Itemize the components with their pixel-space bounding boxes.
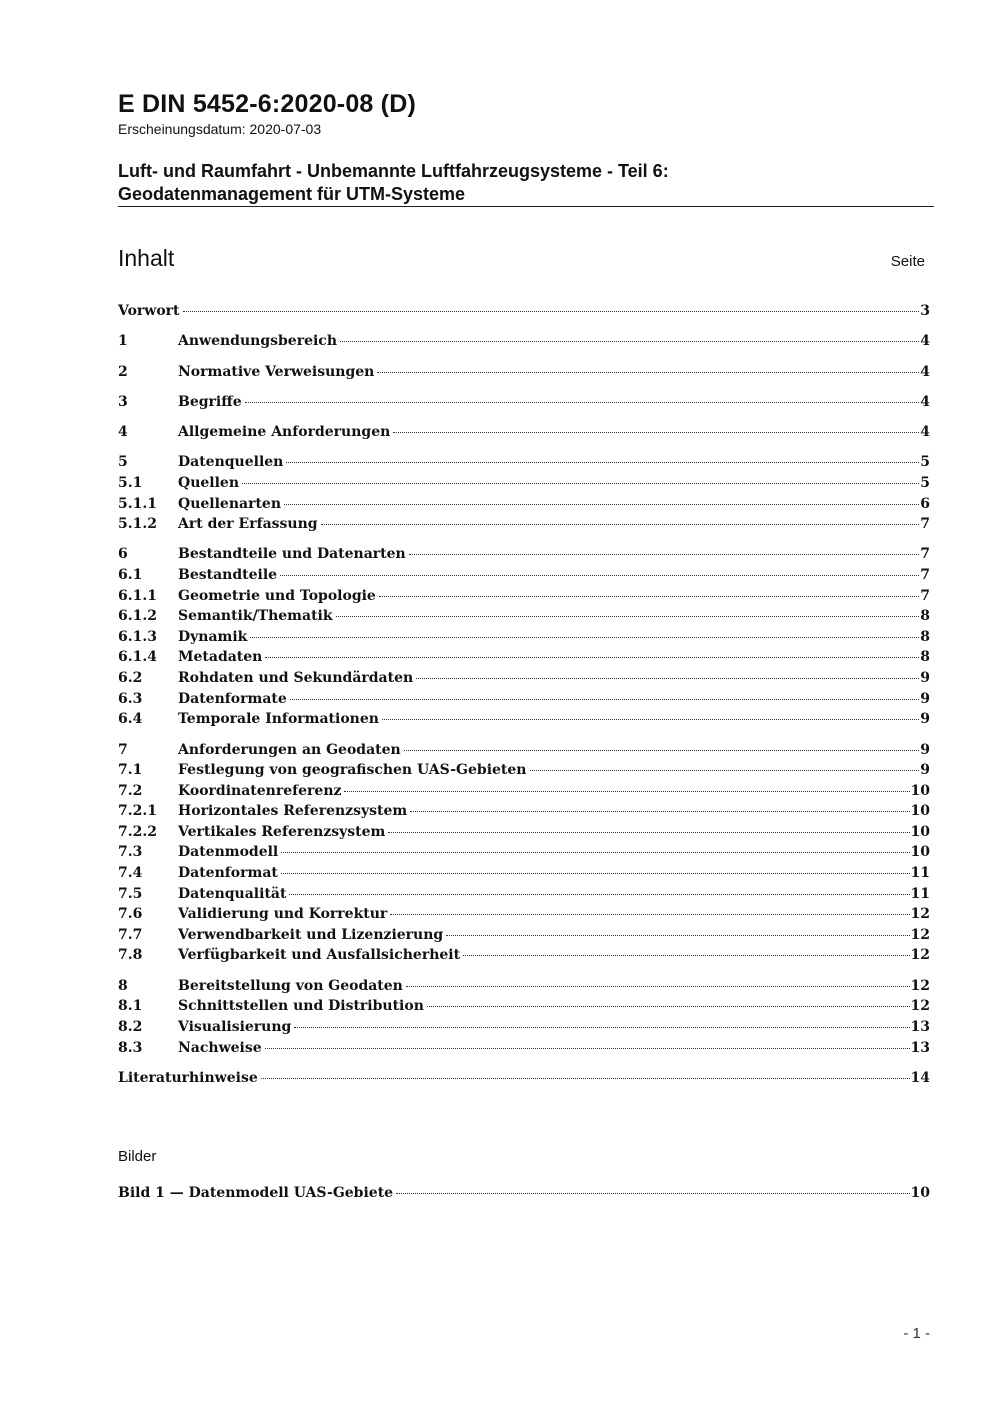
toc-entry-number: 6.4 [118, 711, 143, 728]
toc-dot-leader [382, 719, 919, 720]
figures-heading: Bilder [118, 1148, 157, 1165]
toc-entry[interactable] [118, 608, 930, 629]
toc-entry-label: Allgemeine Anforderungen [178, 424, 391, 441]
toc-entry-page: 11 [910, 865, 930, 882]
toc-entry-label: Metadaten [178, 649, 263, 666]
toc-dot-leader [321, 524, 920, 525]
toc-entry-label: Koordinatenreferenz [178, 782, 342, 799]
toc-entry-page: 12 [910, 998, 930, 1015]
toc-dot-leader [379, 596, 919, 597]
toc-entry[interactable] [118, 424, 930, 445]
toc-entry[interactable] [118, 303, 930, 324]
toc-entry[interactable] [118, 649, 930, 670]
toc-entry-number: 6 [118, 546, 128, 563]
toc-dot-leader [340, 341, 919, 342]
toc-entry-number: 6.1 [118, 567, 143, 584]
toc-entry[interactable] [118, 364, 930, 385]
toc-entry-page: 8 [920, 608, 930, 625]
toc-entry[interactable] [118, 567, 930, 588]
toc-entry-number: 5.1.2 [118, 516, 157, 533]
toc-dot-leader [265, 657, 919, 658]
toc-dot-leader [265, 1048, 910, 1049]
toc-entry[interactable] [118, 516, 930, 537]
toc-entry-page: 10 [910, 1185, 930, 1201]
toc-entry-label: Validierung und Korrektur [178, 906, 388, 923]
toc-entry-number: 8.2 [118, 1018, 143, 1035]
toc-entry-page: 10 [910, 803, 930, 820]
toc-entry-number: 6.3 [118, 690, 143, 707]
toc-entry[interactable] [118, 947, 930, 968]
toc-dot-leader [406, 986, 910, 987]
title-divider [118, 206, 934, 207]
toc-entry-number: 7.1 [118, 762, 143, 779]
toc-dot-leader [410, 811, 909, 812]
toc-entry-page: 7 [920, 587, 930, 604]
toc-entry-page: 6 [920, 495, 930, 512]
toc-entry-number: 1 [118, 333, 128, 350]
toc-entry-label: Bestandteile [178, 567, 278, 584]
toc-entry-page: 5 [920, 475, 930, 491]
toc-entry[interactable] [118, 1040, 930, 1061]
toc-entry-number: 5.1.1 [118, 495, 157, 512]
toc-dot-leader [294, 1027, 909, 1028]
toc-dot-leader [261, 1078, 910, 1079]
toc-entry[interactable] [118, 475, 930, 496]
toc-entry-label: Datenformat [178, 865, 278, 882]
publication-date: Erscheinungsdatum: 2020-07-03 [118, 121, 322, 137]
toc-entry[interactable] [118, 394, 930, 415]
toc-entry-page: 8 [920, 649, 930, 666]
toc-entry-number: 3 [118, 393, 128, 410]
toc-entry-number: 6.2 [118, 670, 143, 687]
toc-entry[interactable] [118, 978, 930, 999]
toc-entry-number: 7.2.1 [118, 803, 157, 820]
toc-dot-leader [281, 873, 910, 874]
toc-entry[interactable] [118, 711, 930, 732]
toc-entry-label: Semantik/Thematik [178, 608, 333, 625]
toc-entry-page: 11 [910, 885, 930, 902]
toc-entry-page: 13 [910, 1018, 930, 1035]
toc-entry-page: 4 [920, 424, 930, 441]
toc-dot-leader [463, 955, 909, 956]
toc-entry[interactable] [118, 670, 930, 691]
toc-entry-page: 12 [910, 926, 930, 943]
toc-entry-page: 10 [910, 823, 930, 840]
toc-entry-page: 5 [920, 454, 930, 471]
toc-entry-page: 14 [910, 1069, 930, 1086]
toc-entry[interactable] [118, 333, 930, 354]
toc-entry-number: 6.1.1 [118, 587, 157, 604]
toc-entry-page: 4 [920, 333, 930, 350]
toc-entry-page: 9 [920, 711, 930, 728]
toc-dot-leader [396, 1193, 909, 1194]
toc-entry[interactable] [118, 1019, 930, 1040]
toc-entry-number: 8 [118, 977, 128, 994]
toc-entry-label: Normative Verweisungen [178, 363, 375, 380]
toc-entry-label: Quellenarten [178, 495, 282, 512]
toc-dot-leader [427, 1006, 910, 1007]
toc-entry-label: Quellen [178, 475, 240, 491]
toc-dot-leader [280, 575, 919, 576]
toc-entry-label: Bild 1 — Datenmodell UAS-Gebiete [118, 1185, 394, 1201]
toc-entry-number: 7.6 [118, 906, 143, 923]
toc-entry[interactable] [118, 454, 930, 475]
toc-dot-leader [388, 832, 909, 833]
figure-entry[interactable] [118, 1185, 930, 1206]
toc-entry[interactable] [118, 906, 930, 927]
toc-entry-label: Literaturhinweise [118, 1069, 258, 1086]
toc-entry-page: 3 [920, 303, 930, 319]
toc-entry-page: 7 [920, 546, 930, 563]
toc-entry-label: Visualisierung [178, 1018, 292, 1035]
page-number: - 1 - [903, 1325, 930, 1342]
toc-entry-label: Datenmodell [178, 844, 279, 861]
toc-entry[interactable] [118, 803, 930, 824]
toc-entry-page: 9 [920, 762, 930, 779]
toc-entry-number: 2 [118, 363, 128, 380]
toc-entry-page: 8 [920, 628, 930, 645]
toc-entry-number: 7.8 [118, 947, 143, 964]
toc-entry-number: 7 [118, 741, 128, 758]
toc-entry[interactable] [118, 783, 930, 804]
toc-dot-leader [336, 616, 920, 617]
toc-entry-label: Nachweise [178, 1039, 262, 1056]
toc-dot-leader [409, 554, 920, 555]
toc-entry-number: 7.5 [118, 885, 143, 902]
toc-entry-label: Datenqualität [178, 885, 287, 902]
toc-entry-label: Verfügbarkeit und Ausfallsicherheit [178, 947, 461, 964]
toc-entry[interactable] [118, 496, 930, 517]
toc-dot-leader [286, 462, 919, 463]
toc-entry-number: 7.4 [118, 865, 143, 882]
toc-entry-number: 5.1 [118, 475, 143, 491]
toc-entry-number: 4 [118, 424, 128, 441]
document-title-line-1: Luft- und Raumfahrt - Unbemannte Luftfahrzeugsysteme - Teil 6: [118, 161, 669, 181]
toc-dot-leader [416, 678, 919, 679]
list-of-figures [118, 1185, 930, 1206]
toc-entry-number: 7.7 [118, 926, 143, 943]
toc-dot-leader [250, 637, 919, 638]
toc-entry-page: 7 [920, 516, 930, 533]
toc-entry-number: 7.3 [118, 844, 143, 861]
table-of-contents [118, 303, 930, 1090]
toc-entry[interactable] [118, 927, 930, 948]
toc-entry-label: Geometrie und Topologie [178, 587, 376, 604]
toc-entry-label: Horizontales Referenzsystem [178, 803, 408, 820]
toc-entry-number: 8.3 [118, 1039, 143, 1056]
toc-dot-leader [290, 699, 919, 700]
toc-dot-leader [289, 894, 909, 895]
toc-entry-number: 5 [118, 454, 128, 471]
toc-entry-label: Dynamik [178, 628, 248, 645]
toc-dot-leader [530, 770, 920, 771]
toc-entry-page: 12 [910, 947, 930, 964]
toc-dot-leader [281, 852, 909, 853]
toc-entry-page: 13 [910, 1039, 930, 1056]
toc-entry-label: Datenformate [178, 690, 287, 707]
toc-page-column-label: Seite [890, 253, 925, 270]
toc-entry-page: 9 [920, 741, 930, 758]
toc-entry[interactable] [118, 844, 930, 865]
document-title [118, 160, 934, 206]
toc-entry-label: Verwendbarkeit und Lizenzierung [178, 926, 444, 943]
toc-entry-page: 10 [910, 782, 930, 799]
toc-dot-leader [377, 372, 919, 373]
toc-dot-leader [344, 791, 909, 792]
toc-entry[interactable] [118, 998, 930, 1019]
toc-entry-label: Bereitstellung von Geodaten [178, 977, 403, 994]
toc-entry-page: 4 [920, 393, 930, 410]
toc-entry-number: 7.2.2 [118, 823, 157, 840]
toc-entry-label: Bestandteile und Datenarten [178, 546, 406, 563]
toc-dot-leader [393, 432, 919, 433]
toc-dot-leader [446, 935, 909, 936]
toc-entry[interactable] [118, 865, 930, 886]
toc-entry-label: Anwendungsbereich [178, 333, 337, 350]
toc-entry[interactable] [118, 588, 930, 609]
toc-dot-leader [390, 914, 909, 915]
toc-entry[interactable] [118, 691, 930, 712]
toc-entry-number: 6.1.4 [118, 649, 157, 666]
toc-entry[interactable] [118, 742, 930, 763]
toc-dot-leader [245, 402, 920, 403]
document-title-line-2: Geodatenmanagement für UTM-Systeme [118, 184, 466, 204]
toc-entry-label: Anforderungen an Geodaten [178, 741, 401, 758]
toc-dot-leader [284, 504, 919, 505]
toc-entry[interactable] [118, 886, 930, 907]
toc-dot-leader [183, 311, 920, 312]
toc-entry-label: Festlegung von geografischen UAS-Gebieten [178, 762, 527, 779]
toc-heading: Inhalt [118, 245, 175, 271]
toc-entry-page: 10 [910, 844, 930, 861]
toc-entry-label: Begriffe [178, 393, 242, 410]
toc-entry[interactable] [118, 1070, 930, 1091]
toc-entry-number: 6.1.2 [118, 608, 157, 625]
toc-entry-page: 4 [920, 363, 930, 380]
toc-entry-page: 12 [910, 977, 930, 994]
toc-entry-page: 9 [920, 670, 930, 687]
toc-entry-label: Temporale Informationen [178, 711, 379, 728]
toc-entry-label: Schnittstellen und Distribution [178, 998, 424, 1015]
toc-entry-label: Rohdaten und Sekundärdaten [178, 670, 414, 687]
toc-entry-number: 8.1 [118, 998, 143, 1015]
toc-entry-label: Art der Erfassung [178, 516, 318, 533]
toc-dot-leader [404, 750, 920, 751]
toc-entry[interactable] [118, 824, 930, 845]
toc-entry[interactable] [118, 762, 930, 783]
toc-entry-label: Datenquellen [178, 454, 284, 471]
toc-entry-page: 9 [920, 690, 930, 707]
toc-entry-label: Vertikales Referenzsystem [178, 823, 386, 840]
toc-entry-number: 7.2 [118, 782, 143, 799]
document-id: E DIN 5452-6:2020-08 (D) [118, 90, 416, 118]
toc-dot-leader [242, 483, 919, 484]
toc-entry-label: Vorwort [118, 303, 180, 319]
toc-entry-page: 7 [920, 567, 930, 584]
toc-entry[interactable] [118, 629, 930, 650]
toc-entry-number: 6.1.3 [118, 628, 157, 645]
toc-entry[interactable] [118, 546, 930, 567]
toc-entry-page: 12 [910, 906, 930, 923]
